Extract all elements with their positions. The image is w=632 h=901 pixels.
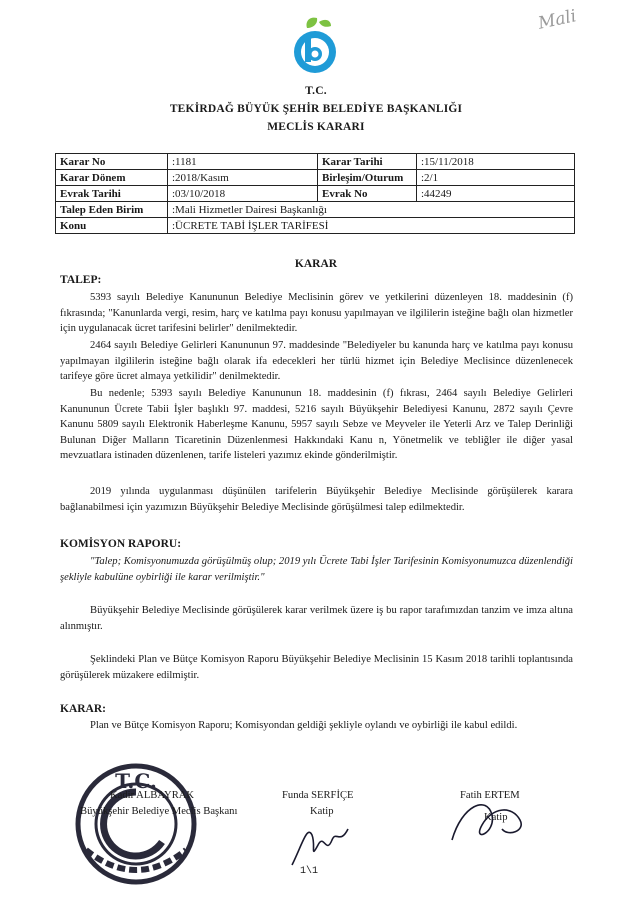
- svg-text:T.C.: T.C.: [115, 769, 157, 793]
- signature-2-scribble-icon: [282, 815, 362, 873]
- signature-3-scribble-icon: [442, 785, 542, 855]
- header-meclis-karari: MECLİS KARARI: [267, 121, 365, 133]
- karar-no-label: Karar No: [56, 154, 168, 170]
- konu-label: Konu: [56, 218, 168, 234]
- header-tc: T.C.: [305, 85, 327, 97]
- signature-1-title: Büyükşehir Belediye Meclis Başkanı: [80, 806, 238, 817]
- karar-tarihi-label: Karar Tarihi: [318, 154, 417, 170]
- handwritten-note: Mali: [536, 6, 579, 34]
- paragraph-3: Bu nedenle; 5393 sayılı Belediye Kanununun 18. maddesinin (f) fıkrası, 2464 sayılı Belediye Gelirleri Kanununun Ücrete Tabii İşler başlıklı 97. maddesi, 5216 sayılı Büyükşehir Belediyesi Kanunu, 2872 sayılı Çevre Kanunu 5809 sayılı Elektronik Haberleşme Kanunu, 5957 sayılı Sebze ve Meyveler ile Yeterli Arz ve Talep Derinliği Bulunan Diğer Malların Ticaretinin Düzenlenmesi Hakkındaki Kanu n, Yönetmelik ve tebliğler ile diğer yasal mevzuatlara istinaden düzenlenen, tarife listeleri yazımız ekinde gönderilmiştir.: [60, 388, 573, 461]
- signature-2-title: Katip: [310, 806, 334, 817]
- evrak-no-label: Evrak No: [318, 186, 417, 202]
- talep-eden-label: Talep Eden Birim: [56, 202, 168, 218]
- municipality-logo-icon: [287, 14, 343, 76]
- birlesim-label: Birleşim/Oturum: [318, 170, 417, 186]
- birlesim-value: :2/1: [417, 170, 575, 186]
- paragraph-8: Plan ve Bütçe Komisyon Raporu; Komisyondan geldiği şekliyle oylandı ve oybirliği ile kabul edildi.: [90, 720, 518, 731]
- paragraph-1: 5393 sayılı Belediye Kanununun Belediye Meclisinin görev ve yetkilerini düzenleyen 18. maddesinin (f) fıkrasında; "Kanunlarda vergi, resim, harç ve katılma payı konusu yapılmayan ve ilgililerin isteğine bağlı olan hizmetler için uygulanacak ücret tarifesini belirler" denilmektedir.: [60, 292, 573, 334]
- karar-title: KARAR: [294, 258, 338, 270]
- talep-eden-value: :Mali Hizmetler Dairesi Başkanlığı: [168, 202, 575, 218]
- paragraph-5: "Talep; Komisyonumuzda görüşülmüş olup; 2019 yılı Ücrete Tabi İşler Tarifesinin Komisyonumuzca düzenlendiği şekliyle kabulüne oybirliği ile karar verilmiştir.": [60, 556, 573, 583]
- decision-meta-table: [55, 153, 575, 234]
- karar-donem-label: Karar Dönem: [56, 170, 168, 186]
- paragraph-4: 2019 yılında uygulanması düşünülen tarifelerin Büyükşehir Belediye Meclisinde görüşülerek karara bağlanabilmesi için yazımızın Büyükşehir Belediye Meclisinde görüşülmesi talep edilmektedir.: [60, 486, 573, 513]
- paragraph-2: 2464 sayılı Belediye Gelirleri Kanununun 97. maddesinde "Belediyeler bu kanunda harç ve katılma payı konusu yapılmayan ilgililerin isteğine bağlı olarak ifa edecekleri her türlü hizmet için Belediye Meclisince düzenlenecek tarifeye göre ücret almaya yetkilidir" denilmektedir.: [60, 340, 573, 382]
- signature-1-name: Kadir ALBAYRAK: [110, 790, 195, 801]
- karar-tarihi-value: :15/11/2018: [417, 154, 575, 170]
- signature-3-name: Fatih ERTEM: [460, 790, 520, 801]
- konu-value: :ÜCRETE TABİ İŞLER TARİFESİ: [168, 218, 575, 234]
- header-municipality: TEKİRDAĞ BÜYÜK ŞEHİR BELEDİYE BAŞKANLIĞI: [169, 103, 463, 115]
- karar-donem-value: :2018/Kasım: [168, 170, 318, 186]
- official-seal-icon: [72, 760, 200, 888]
- page-number: 1\1: [300, 866, 319, 877]
- karar-no-value: :1181: [168, 154, 318, 170]
- signature-3-title: Katip: [484, 812, 508, 823]
- signature-2-name: Funda SERFİÇE: [282, 790, 354, 801]
- evrak-tarihi-value: :03/10/2018: [168, 186, 318, 202]
- evrak-tarihi-label: Evrak Tarihi: [56, 186, 168, 202]
- paragraph-7: Şeklindeki Plan ve Bütçe Komisyon Raporu Büyükşehir Belediye Meclisinin 15 Kasım 2018 tarihli toplantısında görüşülerek müzakere edilmiştir.: [60, 654, 573, 681]
- paragraph-6: Büyükşehir Belediye Meclisinde görüşülerek karar verilmek üzere iş bu rapor tarafımızdan tanzim ve imza altına alınmıştır.: [60, 605, 573, 632]
- karar-heading: KARAR:: [60, 703, 106, 715]
- talep-heading: TALEP:: [60, 274, 102, 286]
- komisyon-heading: KOMİSYON RAPORU:: [60, 538, 182, 550]
- evrak-no-value: :44249: [417, 186, 575, 202]
